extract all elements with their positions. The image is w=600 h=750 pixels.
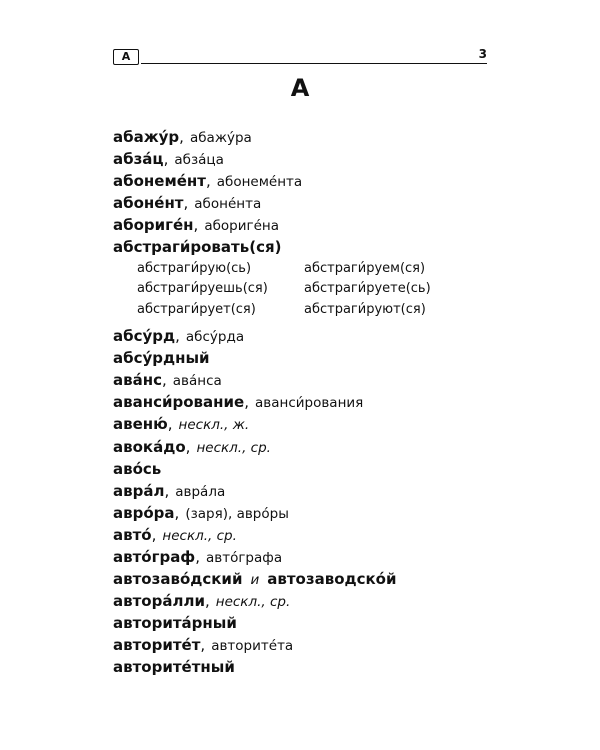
dictionary-entries <box>113 126 513 679</box>
dictionary-entry <box>113 391 513 413</box>
page-number: 3 <box>478 47 487 61</box>
dictionary-entry <box>113 524 513 546</box>
entries-part-1 <box>113 126 513 259</box>
entry-genitive-form: абоне́нта <box>194 196 262 213</box>
entry-grammar-note: нескл., ж. <box>178 417 250 434</box>
entry-separator: , <box>164 481 170 500</box>
entry-headword: абажу́р <box>113 128 180 146</box>
entry-genitive-form: авто́графа <box>205 550 283 566</box>
entry-headword: авторита́рный <box>113 614 237 633</box>
dictionary-entry <box>113 148 513 170</box>
entry-separator: , <box>175 327 180 346</box>
entry-headword: автора́лли <box>113 592 205 611</box>
entry-genitive-form: аванси́рования <box>255 395 364 412</box>
entry-headword: авто́граф <box>113 548 196 566</box>
entry-separator: , <box>183 194 189 213</box>
dictionary-entry <box>113 436 513 458</box>
dictionary-entry <box>113 502 513 524</box>
dictionary-entry <box>113 546 513 568</box>
entry-conjunction: и <box>250 572 260 589</box>
entry-genitive-form: авра́ла <box>175 483 226 500</box>
conjugation-form: абстраги́руешь(ся) <box>137 281 268 297</box>
entry-separator: , <box>185 437 191 456</box>
entry-headword: аво́сь <box>113 459 162 478</box>
entry-separator: , <box>200 636 206 655</box>
section-heading: А <box>290 74 310 102</box>
dictionary-entry <box>113 634 513 656</box>
dictionary-entry <box>113 656 513 678</box>
entry-headword: абориге́н <box>113 216 194 235</box>
entry-genitive-form: абза́ца <box>174 152 224 169</box>
entry-headword: авра́л <box>113 481 165 500</box>
entry-separator: , <box>179 128 184 146</box>
entry-genitive-form: (заря), авро́ры <box>185 505 289 522</box>
dictionary-entry <box>113 347 513 369</box>
header-rule <box>141 63 487 64</box>
dictionary-entry <box>113 413 513 435</box>
entry-headword: авро́ра <box>113 503 175 522</box>
entry-genitive-form: абориге́на <box>204 218 280 235</box>
dictionary-entry <box>113 458 513 480</box>
entry-genitive-form: абсу́рда <box>185 329 245 346</box>
entry-headword: авеню́ <box>113 415 168 434</box>
dictionary-entry <box>113 369 513 391</box>
entry-separator: , <box>244 393 249 412</box>
entry-headword-variant: автозаводско́й <box>267 570 397 589</box>
dictionary-entry <box>113 236 513 258</box>
entry-genitive-form: авторите́та <box>211 638 294 655</box>
entry-separator: , <box>195 548 200 566</box>
entry-headword: абстраги́ровать(ся) <box>113 238 282 257</box>
dictionary-entry <box>113 126 513 148</box>
entry-headword: авторите́тный <box>113 658 235 677</box>
entries-part-2 <box>113 325 513 679</box>
conjugation-form: абстраги́рует(ся) <box>137 301 256 317</box>
entry-headword: абоне́нт <box>113 194 184 213</box>
dictionary-entry <box>113 612 513 634</box>
conjugation-form: абстраги́рую(сь) <box>137 260 252 276</box>
dictionary-entry <box>113 192 513 214</box>
entry-separator: , <box>163 150 169 169</box>
dictionary-entry <box>113 590 513 612</box>
entry-separator: , <box>151 525 157 544</box>
entry-separator: , <box>205 172 211 191</box>
entry-genitive-form: абонеме́нта <box>216 174 303 191</box>
dictionary-entry <box>113 568 513 590</box>
entry-separator: , <box>204 592 210 611</box>
entry-grammar-note: нескл., ср. <box>196 439 271 456</box>
entry-headword: абонеме́нт <box>113 172 206 191</box>
entry-headword: авторите́т <box>113 636 201 655</box>
entry-separator: , <box>162 371 167 390</box>
section-tab: А <box>113 49 139 65</box>
entry-headword: авока́до <box>113 437 186 456</box>
entry-separator: , <box>167 415 173 434</box>
entry-headword: абсу́рдный <box>113 349 210 368</box>
entry-separator: , <box>174 503 180 522</box>
entry-headword: авто́ <box>113 525 152 544</box>
entry-headword: автозаво́дский <box>113 570 243 589</box>
entry-headword: ава́нс <box>113 371 162 390</box>
conjugation-form: абстраги́руем(ся) <box>304 260 426 276</box>
entry-grammar-note: нескл., ср. <box>215 594 291 611</box>
dictionary-entry <box>113 480 513 502</box>
dictionary-entry <box>113 170 513 192</box>
entry-genitive-form: абажу́ра <box>189 130 252 146</box>
conjugation-form: абстраги́руют(ся) <box>304 301 426 317</box>
entry-separator: , <box>193 216 199 235</box>
entry-genitive-form: ава́нса <box>172 373 222 390</box>
entry-headword: абсу́рд <box>113 327 176 346</box>
conjugation-form: абстраги́руете(сь) <box>304 281 431 297</box>
entry-headword: абза́ц <box>113 150 164 169</box>
conjugation-table <box>137 259 513 321</box>
entry-grammar-note: нескл., ср. <box>162 527 237 544</box>
dictionary-entry <box>113 325 513 347</box>
page-header <box>113 49 487 65</box>
entry-headword: аванси́рование <box>113 393 245 412</box>
dictionary-entry <box>113 214 513 236</box>
